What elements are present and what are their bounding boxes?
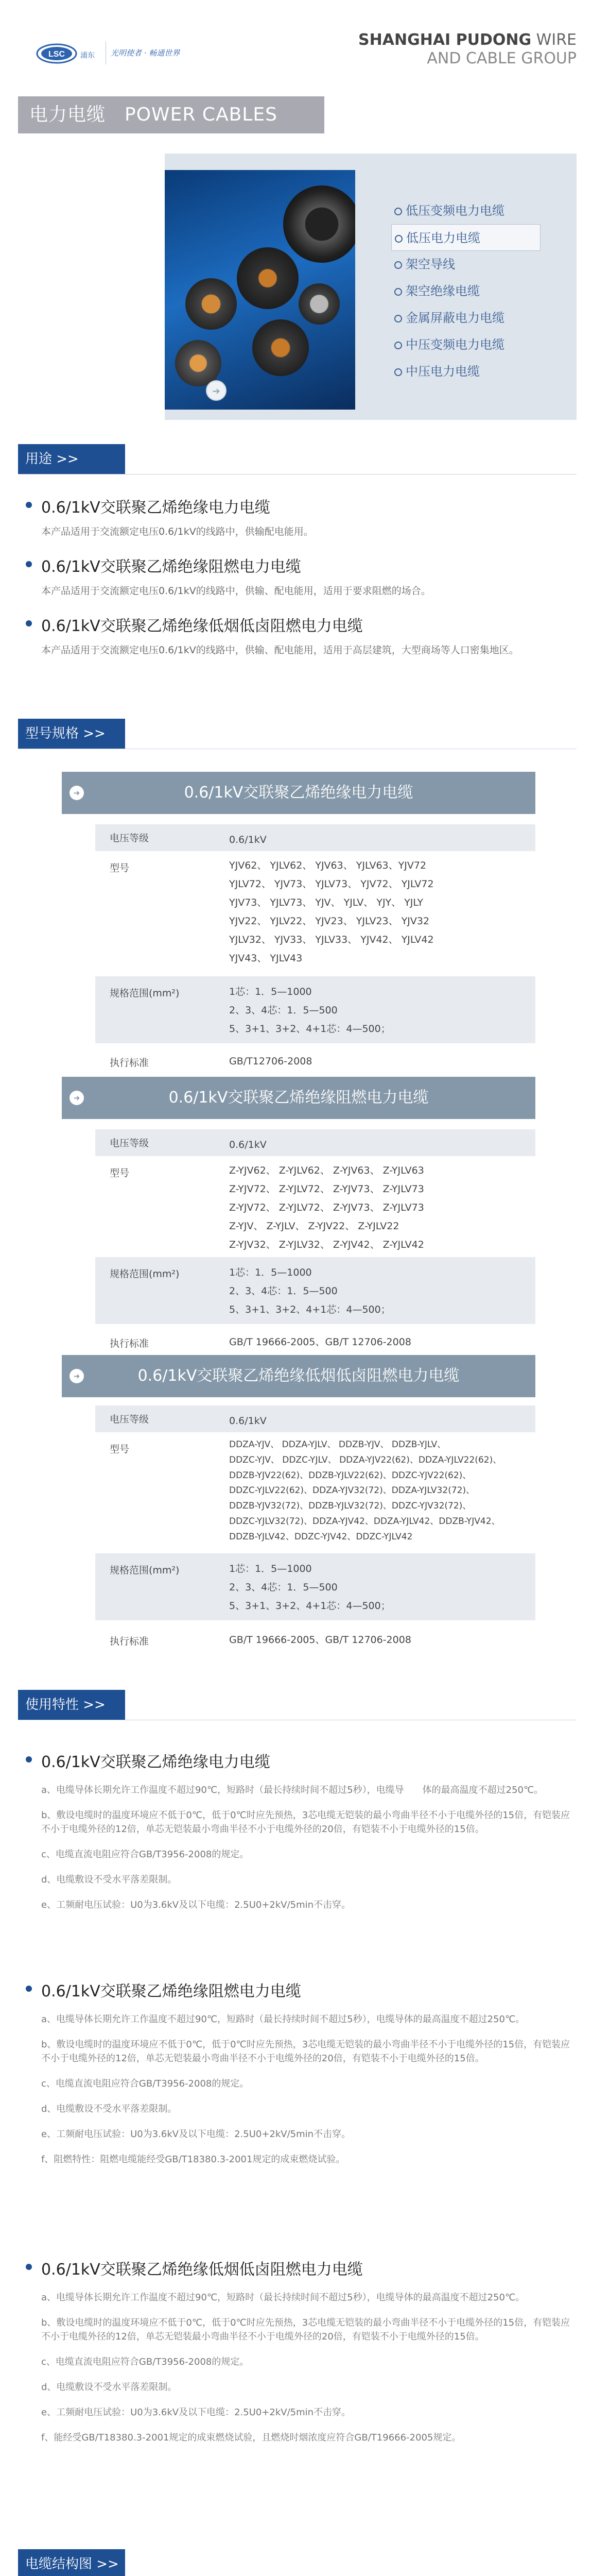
- feature-item: c、电缆直流电阻应符合GB/T3956-2008的规定。: [41, 2078, 249, 2089]
- spec-row-range: [95, 976, 535, 1043]
- spec-value: [229, 856, 528, 968]
- arrow-icon: ➜: [69, 1091, 84, 1105]
- spec-table-title: 0.6/1kV交联聚乙烯绝缘阻燃电力电缆: [168, 1089, 429, 1107]
- company-logo[interactable]: [36, 41, 103, 66]
- hero-prev-arrow-icon[interactable]: ➔: [206, 380, 227, 401]
- model-line: Z-YJV72、 Z-YJLV72、 Z-YJV73、 Z-YJLV73: [229, 1202, 424, 1214]
- company-name-line1: [358, 31, 577, 49]
- feature-item: b、敷设电缆时的温度环境应不低于0℃，低于0℃时应先预热，3芯电缆无铠装的最小弯曲半径不小于电缆外径的15倍，有铠装应不小于电缆外径的12倍，单芯无铠装最小弯曲半径不小于电缆外径的20倍，有铠装不小于电缆外径的15倍。: [41, 2039, 570, 2064]
- company-name: [358, 31, 577, 68]
- spec-label: 规格范围(mm²): [110, 1565, 180, 1576]
- cable-photo: [165, 170, 355, 410]
- usage-title: 0.6/1kV交联聚乙烯绝缘阻燃电力电缆: [41, 558, 301, 576]
- usage-desc: 本产品适用于交流额定电压0.6/1kV的线路中，供输配电能用。: [41, 526, 314, 537]
- model-line: Z-YJV、 Z-YJLV、 Z-YJV22、 Z-YJLV22: [229, 1221, 399, 1232]
- feature-title: 0.6/1kV交联聚乙烯绝缘阻燃电力电缆: [41, 1982, 301, 2001]
- model-line: YJV22、 YJLV22、 YJV23、 YJLV23、 YJV32: [229, 916, 430, 927]
- usage-item-1: [41, 495, 577, 539]
- menu-item-3[interactable]: 架空绝缘电缆: [391, 278, 541, 304]
- model-line: DDZB-YJV22(62)、DDZB-YJLV22(62)、DDZC-YJV22(62)、: [229, 1470, 472, 1481]
- spec-table-header: [62, 772, 535, 814]
- spec-value: [229, 1161, 528, 1254]
- model-line: Z-YJV62、 Z-YJLV62、 Z-YJV63、 Z-YJLV63: [229, 1165, 424, 1176]
- model-line: DDZC-YJV、 DDZC-YJLV、 DDZA-YJV22(62)、DDZA-YJLV22(62)、: [229, 1454, 502, 1465]
- menu-item-4[interactable]: 金属屏蔽电力电缆: [391, 304, 541, 331]
- spec-label: 电压等级: [110, 833, 149, 844]
- range-line: 2、3、4芯：1．5—500: [229, 1285, 338, 1297]
- section-header-specs: 型号规格 >>: [18, 719, 125, 749]
- usage-desc: 本产品适用于交流额定电压0.6/1kV的线路中，供输、配电能用，适用于要求阻燃的场合。: [41, 585, 431, 597]
- spec-row-voltage: [95, 1129, 535, 1156]
- bullet-icon: [26, 620, 32, 626]
- feature-item: c、电缆直流电阻应符合GB/T3956-2008的规定。: [41, 1849, 249, 1860]
- spec-table-header: [62, 1077, 535, 1119]
- logo-slogan: 光明使者 · 畅通世界: [111, 48, 180, 58]
- feature-item: d、电缆敷设不受水平落差限制。: [41, 2382, 177, 2393]
- product-menu: [391, 197, 541, 385]
- svg-text:浦东: 浦东: [80, 52, 95, 60]
- usage-item-3: [41, 613, 577, 658]
- page-title: 电力电缆 POWER CABLES: [18, 96, 324, 133]
- spec-value: [229, 1437, 528, 1545]
- bullet-icon: [26, 502, 32, 508]
- feature-item: b、敷设电缆时的温度环境应不低于0℃，低于0℃时应先预热，3芯电缆无铠装的最小弯曲半径不小于电缆外径的15倍，有铠装应不小于电缆外径的12倍，单芯无铠装最小弯曲半径不小于电缆外径的20倍，有铠装不小于电缆外径的15倍。: [41, 2317, 570, 2342]
- feature-group-1: [41, 1749, 571, 1912]
- hero-panel: [165, 154, 577, 420]
- spec-row-range: [95, 1553, 535, 1620]
- header: [0, 0, 592, 77]
- feature-item: f、阻燃特性：阻燃电缆能经受GB/T18380.3-2001规定的成束燃烧试验。: [41, 2154, 345, 2165]
- model-line: YJLV72、 YJV73、 YJLV73、 YJV72、 YJLV72: [229, 878, 434, 890]
- usage-title: 0.6/1kV交联聚乙烯绝缘低烟低卤阻燃电力电缆: [41, 617, 363, 635]
- feature-item: c、电缆直流电阻应符合GB/T3956-2008的规定。: [41, 2357, 249, 2367]
- feature-item: b、敷设电缆时的温度环境应不低于0℃，低于0℃时应先预热，3芯电缆无铠装的最小弯曲半径不小于电缆外径的15倍，有铠装应不小于电缆外径的12倍，单芯无铠装最小弯曲半径不小于电缆外径的20倍，有铠装不小于电缆外径的15倍。: [41, 1810, 570, 1835]
- spec-value: [229, 1560, 528, 1615]
- spec-row-voltage: [95, 1405, 535, 1432]
- spec-row-models: [95, 856, 535, 972]
- logo-text: LSC: [48, 50, 65, 59]
- spec-value: GB/T12706-2008: [229, 1056, 312, 1067]
- range-line: 2、3、4芯：1．5—500: [229, 1582, 338, 1594]
- spec-value: 0.6/1kV: [229, 1415, 267, 1427]
- spec-label: 执行标准: [110, 1338, 149, 1349]
- usage-desc: 本产品适用于交流额定电压0.6/1kV的线路中，供输、配电能用，适用于高层建筑，大型商场等人口密集地区。: [41, 645, 519, 656]
- spec-value: GB/T 19666-2005、GB/T 12706-2008: [229, 1634, 411, 1646]
- range-line: 1芯：1．5—1000: [229, 1267, 312, 1278]
- feature-item: d、电缆敷设不受水平落差限制。: [41, 2104, 177, 2114]
- company-name-bold: SHANGHAI PUDONG: [358, 31, 532, 49]
- spec-label: 规格范围(mm²): [110, 988, 180, 999]
- spec-row-standard: [95, 1332, 535, 1352]
- bullet-icon: [26, 561, 32, 567]
- spec-row-standard: [95, 1630, 535, 1650]
- model-line: YJV62、 YJLV62、 YJV63、 YJLV63、YJV72: [229, 860, 427, 871]
- menu-item-1-active[interactable]: 低压电力电缆: [391, 224, 541, 251]
- bullet-icon: [26, 2264, 32, 2270]
- feature-group-3: [41, 2257, 571, 2445]
- spec-label: 执行标准: [110, 1636, 149, 1647]
- spec-label: 型号: [110, 862, 130, 874]
- model-line: Z-YJV72、 Z-YJLV72、 Z-YJV73、 Z-YJLV73: [229, 1183, 424, 1195]
- feature-item: a、电缆导体长期允许工作温度不超过90℃，短路时（最长持续时间不超过5秒），电缆导体的最高温度不超过250℃。: [41, 2014, 525, 2025]
- spec-label: 电压等级: [110, 1138, 149, 1149]
- model-line: DDZB-YJV32(72)、DDZB-YJLV32(72)、DDZC-YJV32(72)、: [229, 1501, 472, 1511]
- bullet-icon: [26, 1756, 32, 1762]
- arrow-icon: ➜: [69, 1369, 84, 1383]
- bullet-icon: [26, 1986, 32, 1992]
- feature-item: a、电缆导体长期允许工作温度不超过90℃，短路时（最长持续时间不超过5秒），电缆导 体的最高温度不超过250℃。: [41, 1785, 544, 1795]
- spec-table-title: 0.6/1kV交联聚乙烯绝缘低烟低卤阻燃电力电缆: [137, 1367, 460, 1385]
- feature-item: e、工频耐电压试验：U0为3.6kV及以下电缆：2.5U0+2kV/5min不击穿。: [41, 1900, 351, 1910]
- menu-item-6[interactable]: 中压电力电缆: [391, 358, 541, 385]
- spec-table-title: 0.6/1kV交联聚乙烯绝缘电力电缆: [184, 784, 413, 802]
- model-line: YJV43、 YJLV43: [229, 953, 303, 964]
- feature-group-2: [41, 1978, 571, 2166]
- feature-item: e、工频耐电压试验：U0为3.6kV及以下电缆：2.5U0+2kV/5min不击穿。: [41, 2129, 351, 2140]
- model-line: DDZA-YJV、 DDZA-YJLV、 DDZB-YJV、 DDZB-YJLV、: [229, 1439, 446, 1450]
- company-name-line2: AND CABLE GROUP: [427, 49, 577, 67]
- menu-item-0[interactable]: 低压变频电力电缆: [391, 197, 541, 224]
- range-line: 1芯：1．5—1000: [229, 1563, 312, 1574]
- range-line: 5、3+1、3+2、4+1芯：4—500；: [229, 1304, 391, 1316]
- section-header-structure: 电缆结构图 >>: [18, 2549, 125, 2576]
- range-line: 2、3、4芯：1．5—500: [229, 1005, 338, 1016]
- feature-title: 0.6/1kV交联聚乙烯绝缘电力电缆: [41, 1753, 270, 1771]
- spec-value: 0.6/1kV: [229, 834, 267, 845]
- spec-label: 执行标准: [110, 1057, 149, 1069]
- spec-value: 0.6/1kV: [229, 1139, 267, 1150]
- spec-label: 型号: [110, 1167, 130, 1179]
- company-name-rest: WIRE: [531, 31, 577, 49]
- usage-item-2: [41, 554, 577, 599]
- spec-value: GB/T 19666-2005、GB/T 12706-2008: [229, 1336, 411, 1348]
- spec-label: 型号: [110, 1444, 130, 1455]
- model-line: YJV73、 YJLV73、 YJV、 YJLV、 YJY、 YJLY: [229, 897, 424, 909]
- model-line: DDZC-YJLV32(72)、DDZA-YJV42、DDZA-YJLV42、DDZB-YJV42、: [229, 1516, 500, 1527]
- spec-row-models: [95, 1161, 535, 1259]
- spec-value: [229, 1263, 528, 1319]
- feature-title: 0.6/1kV交联聚乙烯绝缘低烟低卤阻燃电力电缆: [41, 2261, 363, 2279]
- feature-item: f、能经受GB/T18380.3-2001规定的成束燃烧试验，且燃烧时烟浓度应符合GB/T19666-2005规定。: [41, 2432, 461, 2443]
- arrow-icon: ➜: [69, 786, 84, 800]
- section-header-features: 使用特性 >>: [18, 1690, 125, 1720]
- spec-value: [229, 982, 528, 1038]
- spec-table-header: [62, 1355, 535, 1397]
- model-line: DDZC-YJLV22(62)、DDZA-YJV32(72)、DDZA-YJLV32(72)、: [229, 1485, 475, 1496]
- model-line: DDZB-YJLV42、DDZC-YJV42、DDZC-YJLV42: [229, 1531, 413, 1542]
- range-line: 5、3+1、3+2、4+1芯：4—500；: [229, 1023, 391, 1035]
- spec-row-models: [95, 1437, 535, 1546]
- spec-row-range: [95, 1257, 535, 1324]
- feature-item: a、电缆导体长期允许工作温度不超过90℃，短路时（最长持续时间不超过5秒），电缆导体的最高温度不超过250℃。: [41, 2292, 525, 2303]
- spec-row-voltage: [95, 824, 535, 851]
- section-header-usage: 用途 >>: [18, 444, 125, 474]
- spec-label: 规格范围(mm²): [110, 1268, 180, 1280]
- range-line: 5、3+1、3+2、4+1芯：4—500；: [229, 1600, 391, 1612]
- model-line: YJLV32、 YJV33、 YJLV33、 YJV42、 YJLV42: [229, 934, 434, 946]
- spec-label: 电压等级: [110, 1414, 149, 1425]
- range-line: 1芯：1．5—1000: [229, 986, 312, 997]
- menu-item-5[interactable]: 中压变频电力电缆: [391, 331, 541, 358]
- model-line: Z-YJV32、 Z-YJLV32、 Z-YJV42、 Z-YJLV42: [229, 1239, 424, 1251]
- menu-item-2[interactable]: 架空导线: [391, 251, 541, 278]
- usage-title: 0.6/1kV交联聚乙烯绝缘电力电缆: [41, 499, 270, 517]
- feature-item: e、工频耐电压试验：U0为3.6kV及以下电缆：2.5U0+2kV/5min不击穿。: [41, 2407, 351, 2418]
- spec-row-standard: [95, 1051, 535, 1072]
- feature-item: d、电缆敷设不受水平落差限制。: [41, 1874, 177, 1885]
